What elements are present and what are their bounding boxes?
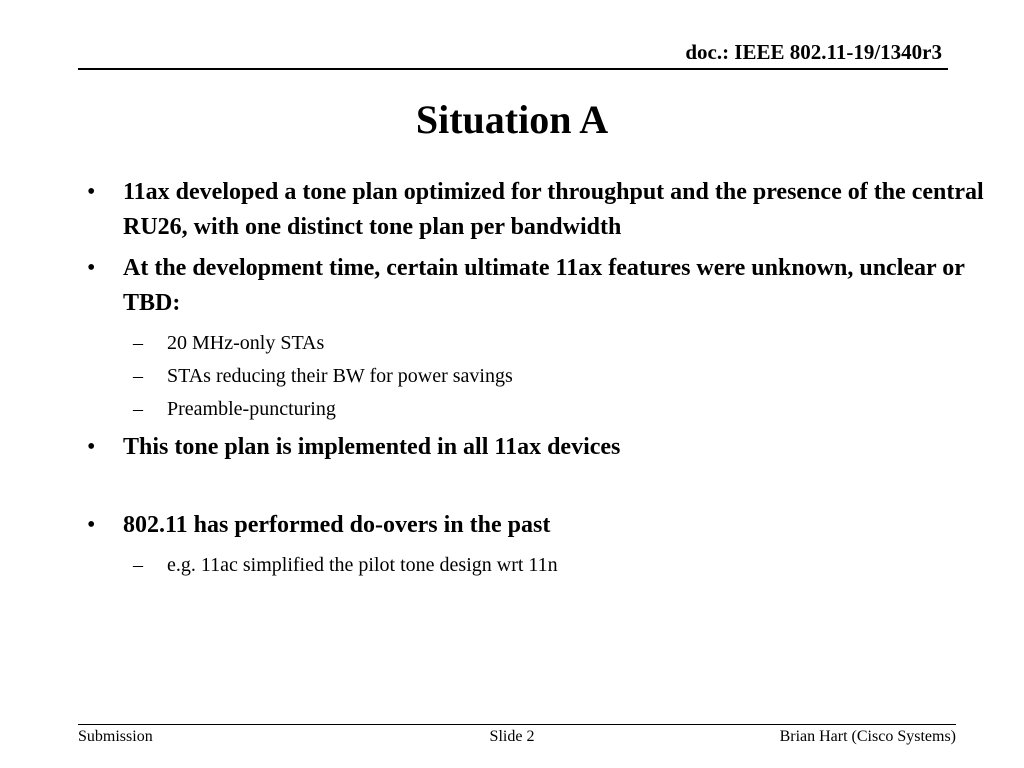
bullet-text: 802.11 has performed do-overs in the past — [123, 512, 551, 538]
bullet-glyph: • — [87, 179, 96, 205]
sub-bullet-item — [80, 393, 1000, 426]
bullet-item — [80, 251, 1000, 321]
sub-bullet-glyph: – — [133, 398, 143, 420]
bullet-glyph: • — [87, 255, 96, 281]
footer-divider — [78, 724, 956, 725]
bullet-text: This tone plan is implemented in all 11ax devices — [123, 434, 621, 460]
bullet-glyph: • — [87, 512, 96, 538]
header-divider — [78, 68, 948, 70]
sub-bullet-glyph: – — [133, 365, 143, 387]
bullet-item — [80, 508, 1000, 543]
slide-title: Situation A — [415, 97, 609, 142]
document-id: doc.: IEEE 802.11-19/1340r3 — [685, 40, 942, 64]
sub-bullet-text: STAs reducing their BW for power savings — [167, 365, 513, 387]
bullet-glyph: • — [87, 434, 96, 460]
bullet-text: 11ax developed a tone plan optimized for throughput and the presence of the central RU26, with one distinct tone plan per bandwidth — [123, 179, 984, 240]
sub-bullet-item — [80, 549, 1000, 582]
footer-author: Brian Hart (Cisco Systems) — [779, 728, 956, 745]
sub-bullet-item — [80, 360, 1000, 393]
sub-bullet-glyph: – — [133, 332, 143, 354]
bullet-item — [80, 175, 1000, 245]
sub-bullet-item — [80, 327, 1000, 360]
slide-content — [80, 175, 1000, 582]
bullet-item — [80, 430, 1000, 465]
spacer — [80, 471, 1000, 508]
sub-bullet-text: e.g. 11ac simplified the pilot tone design wrt 11n — [167, 554, 558, 576]
sub-bullet-text: Preamble-puncturing — [167, 398, 336, 420]
footer-slide-number: Slide 2 — [489, 728, 535, 745]
footer-submission: Submission — [78, 728, 153, 745]
sub-bullet-text: 20 MHz-only STAs — [167, 332, 325, 354]
bullet-text: At the development time, certain ultimate 11ax features were unknown, unclear or TBD: — [123, 255, 965, 316]
sub-bullet-glyph: – — [133, 554, 143, 576]
